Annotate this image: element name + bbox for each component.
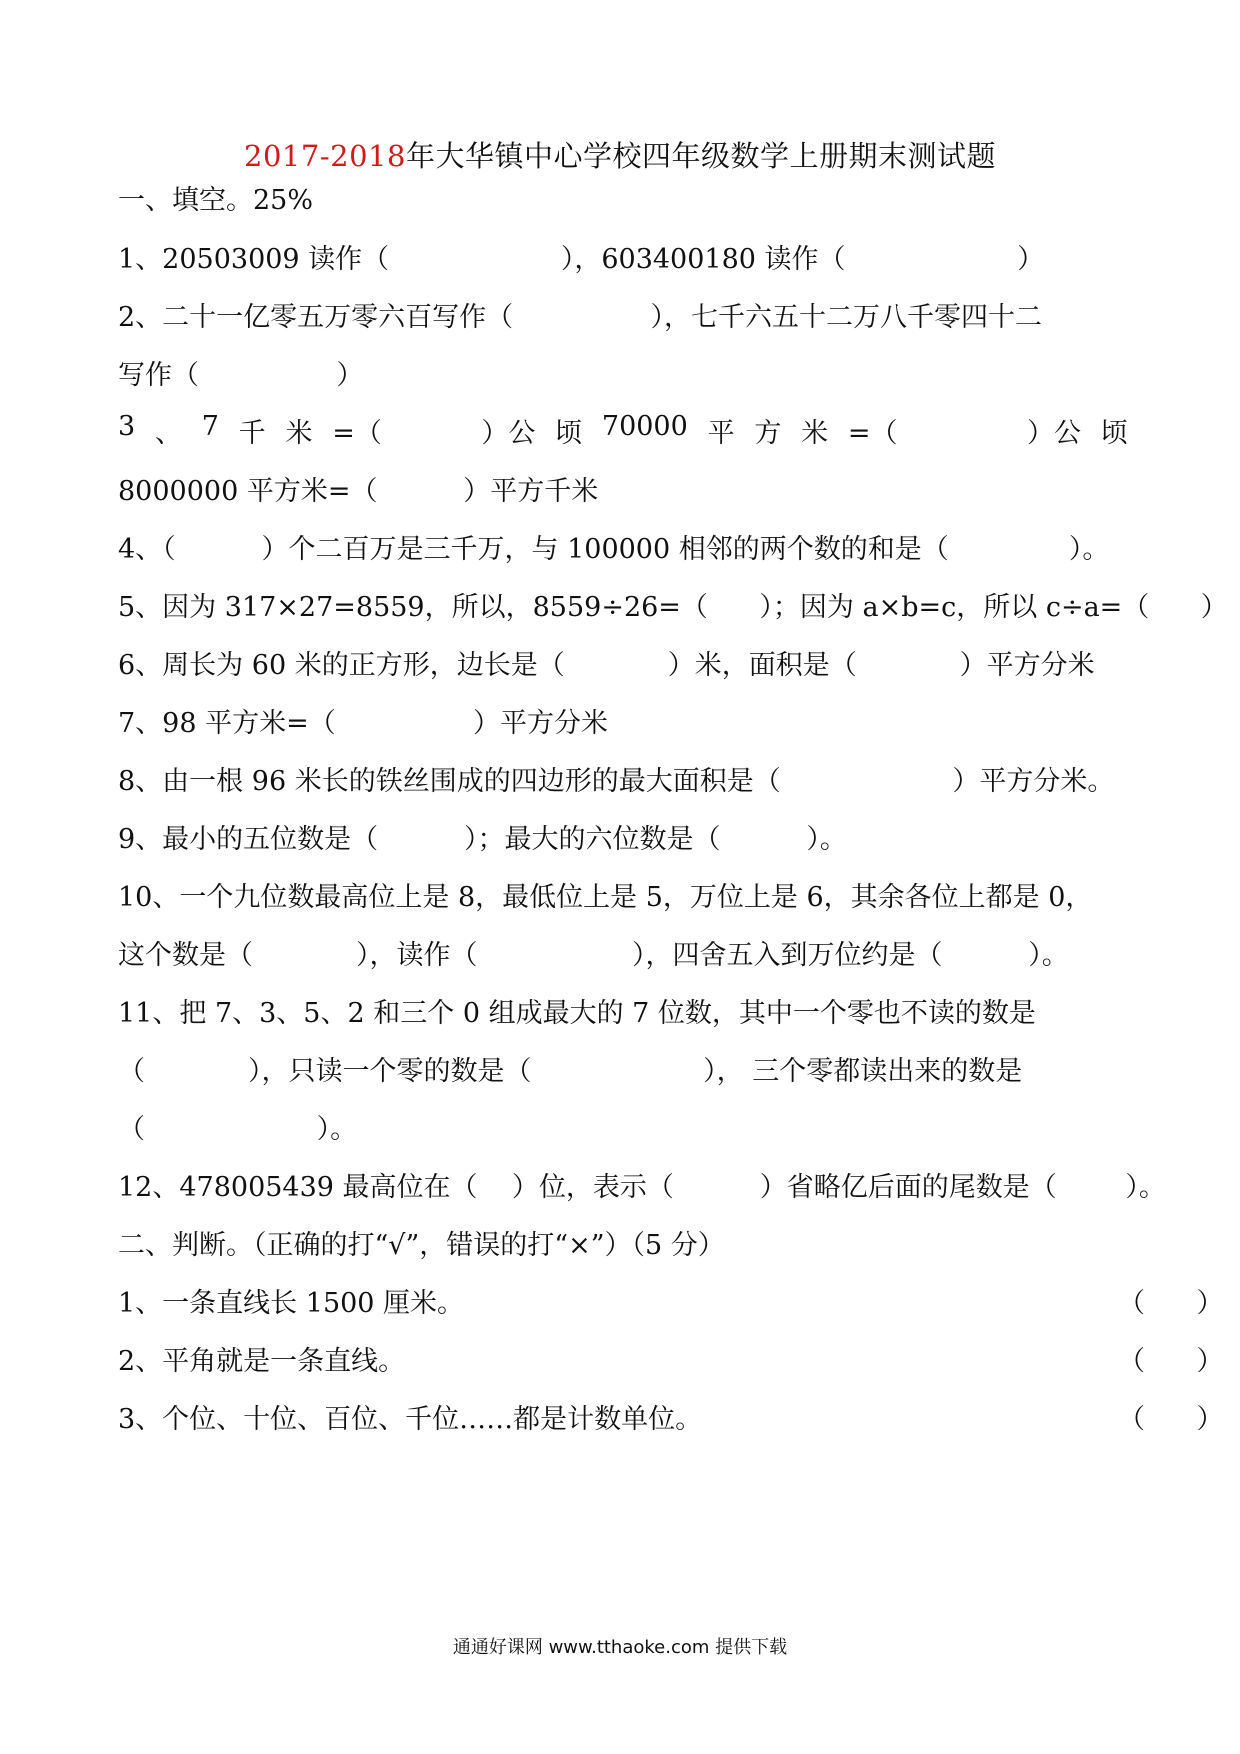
judge-item-text: 1、一条直线长 1500 厘米。 bbox=[118, 1288, 465, 1319]
q3-token: 7 bbox=[201, 411, 219, 442]
q3-token: 米 bbox=[285, 418, 313, 449]
question-2-line1: 2、二十一亿零五万零六百写作（ ），七千六五十二万八千零四十二 bbox=[118, 302, 1042, 333]
q3-token: 平 bbox=[707, 418, 735, 449]
judge-item-answer: （ ） bbox=[1118, 1346, 1224, 1377]
q3-token: 方 bbox=[754, 418, 782, 449]
question-5: 5、因为 317×27=8559，所以，8559÷26=（ ）；因为 a×b=c，所以 c÷a=（ ） bbox=[118, 592, 1228, 623]
q3-token: 千 bbox=[238, 418, 266, 449]
q3-token: ）公 bbox=[1027, 418, 1082, 449]
q3-token: 3 bbox=[118, 411, 136, 442]
question-10-line1: 10、一个九位数最高位上是 8，最低位上是 5，万位上是 6，其余各位上都是 0， bbox=[118, 882, 1093, 913]
question-3-line2: 8000000 平方米=（ ）平方千米 bbox=[118, 476, 599, 507]
judge-item-answer: （ ） bbox=[1118, 1288, 1224, 1319]
q3-token: 顷 bbox=[1100, 418, 1128, 449]
question-6: 6、周长为 60 米的正方形，边长是（ ）米，面积是（ ）平方分米 bbox=[118, 650, 1095, 681]
question-9: 9、最小的五位数是（ ）；最大的六位数是（ ）。 bbox=[118, 824, 847, 855]
q3-token: =（ bbox=[847, 418, 898, 449]
q3-token: ）公 bbox=[481, 418, 536, 449]
q3-token: 顷 bbox=[555, 418, 583, 449]
question-3-line1 bbox=[118, 411, 1128, 450]
judge-item-answer: （ ） bbox=[1118, 1404, 1224, 1435]
question-2-line2: 写作（ ） bbox=[118, 360, 364, 391]
section2-heading: 二、判断。（正确的打“√”，错误的打“×”）（5 分） bbox=[118, 1230, 725, 1261]
question-7: 7、98 平方米=（ ）平方分米 bbox=[118, 708, 609, 739]
judge-item bbox=[118, 1397, 1224, 1436]
question-4: 4、（ ）个二百万是三千万，与 100000 相邻的两个数的和是（ ）。 bbox=[118, 534, 1110, 565]
judge-item-text: 2、平角就是一条直线。 bbox=[118, 1346, 406, 1377]
q3-token: =（ bbox=[332, 418, 382, 449]
question-11-line3: （ ）。 bbox=[118, 1114, 358, 1145]
title-text: 年大华镇中心学校四年级数学上册期末测试题 bbox=[405, 139, 996, 173]
question-8: 8、由一根 96 米长的铁丝围成的四边形的最大面积是（ ）平方分米。 bbox=[118, 766, 1115, 797]
q3-blank bbox=[402, 411, 462, 450]
judge-item-text: 3、个位、十位、百位、千位……都是计数单位。 bbox=[118, 1404, 703, 1435]
question-11-line1: 11、把 7、3、5、2 和三个 0 组成最大的 7 位数，其中一个零也不读的数是 bbox=[118, 998, 1036, 1029]
question-11-line2: （ ），只读一个零的数是（ ）， 三个零都读出来的数是 bbox=[118, 1056, 1023, 1087]
question-12: 12、478005439 最高位在（ ）位，表示（ ）省略亿后面的尾数是（ ）。 bbox=[118, 1172, 1166, 1203]
q3-token: 70000 bbox=[601, 411, 688, 442]
page-footer: 通通好课网 www.tthaoke.com 提供下载 bbox=[452, 1637, 788, 1658]
q3-blank bbox=[917, 411, 1007, 450]
section1-heading: 一、填空。25% bbox=[118, 185, 314, 216]
page-title bbox=[0, 134, 1240, 175]
question-1: 1、20503009 读作（ ），603400180 读作（ ） bbox=[118, 244, 1045, 275]
judge-item bbox=[118, 1339, 1224, 1378]
q3-token: 米 bbox=[801, 418, 829, 449]
q3-token: 、 bbox=[154, 418, 182, 449]
title-year: 2017-2018 bbox=[244, 139, 406, 173]
question-10-line2: 这个数是（ ），读作（ ），四舍五入到万位约是（ ）。 bbox=[118, 940, 1069, 971]
judge-item bbox=[118, 1281, 1224, 1320]
